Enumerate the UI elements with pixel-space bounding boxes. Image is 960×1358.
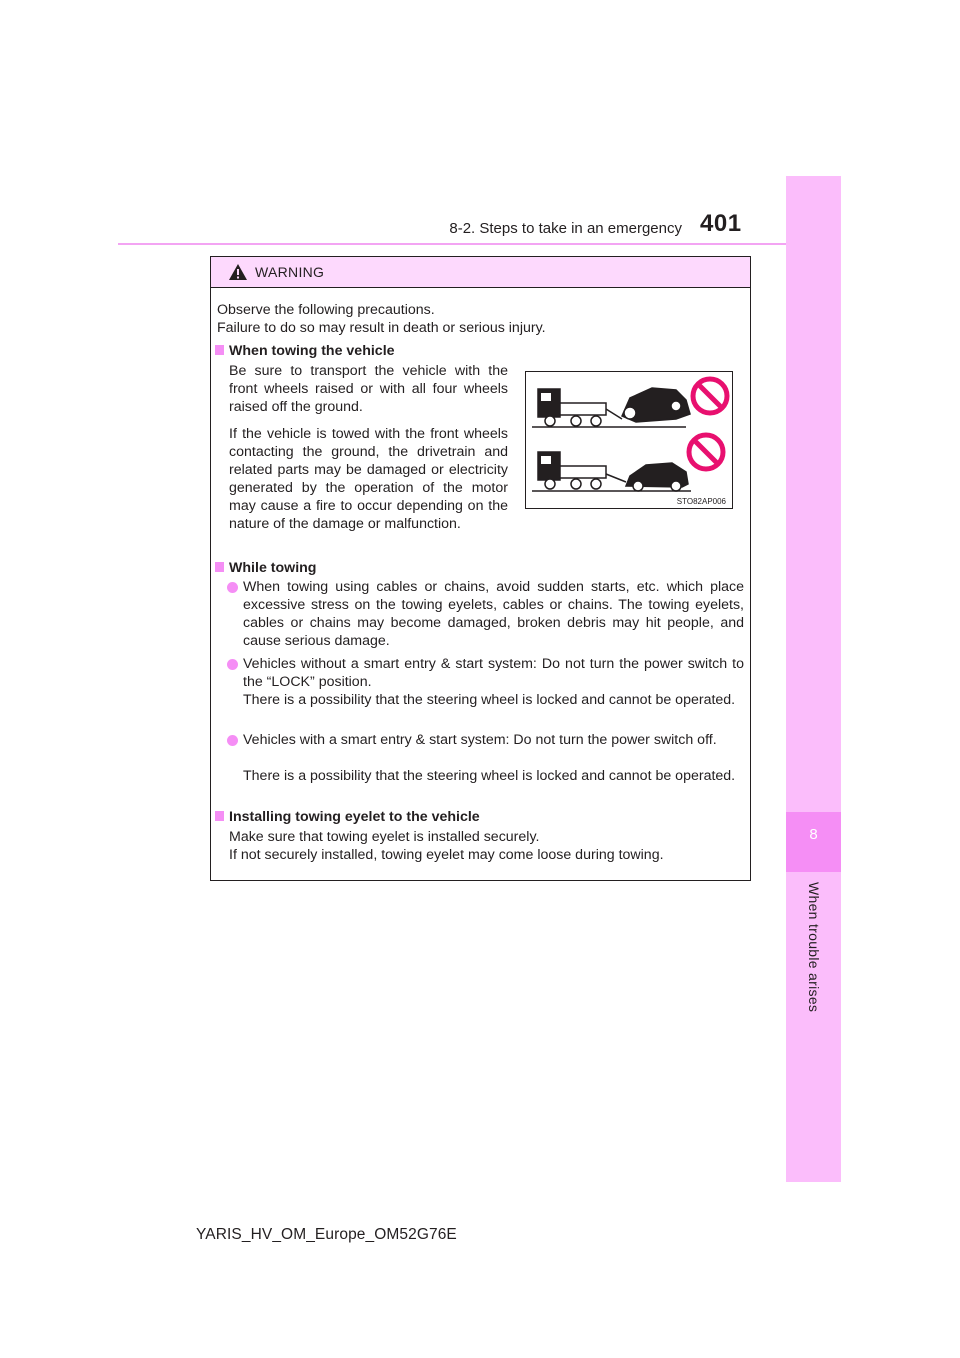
prohibited-sign-icon bbox=[689, 435, 723, 469]
document-code: YARIS_HV_OM_Europe_OM52G76E bbox=[196, 1226, 457, 1243]
square-bullet-icon bbox=[215, 811, 224, 821]
square-bullet-icon bbox=[215, 562, 224, 572]
section-heading-eyelet: Installing towing eyelet to the vehicle bbox=[215, 808, 735, 826]
page-number: 401 bbox=[700, 210, 742, 237]
round-bullet-icon bbox=[227, 735, 238, 746]
figure-code: STO82AP006 bbox=[676, 497, 726, 506]
warning-header bbox=[211, 257, 750, 288]
eyelet-line-2: If not securely installed, towing eyelet may come loose during towing. bbox=[229, 847, 664, 863]
warning-label: WARNING bbox=[255, 264, 325, 280]
round-bullet-icon bbox=[227, 582, 238, 593]
warning-intro-1: Observe the following precautions. bbox=[217, 302, 435, 318]
warning-triangle-icon bbox=[228, 263, 248, 281]
towing-paragraph-1: Be sure to transport the vehicle with the front wheels raised or with all four wheels raised off the ground. bbox=[229, 363, 508, 415]
list-item: Vehicles with a smart entry & start system: Do not turn the power switch off. bbox=[227, 731, 744, 771]
tow-truck-bottom bbox=[538, 452, 626, 489]
tow-truck-top bbox=[538, 389, 622, 426]
prohibited-sign-icon bbox=[693, 379, 727, 413]
section-heading-towing: When towing the vehicle bbox=[215, 342, 735, 360]
chapter-side-tab bbox=[786, 176, 841, 1182]
towed-car-top bbox=[622, 388, 690, 422]
eyelet-line-1: Make sure that towing eyelet is installed securely. bbox=[229, 829, 540, 845]
list-item-note: There is a possibility that the steering wheel is locked and cannot be operated. bbox=[243, 768, 736, 784]
chapter-title: When trouble arises bbox=[806, 882, 822, 1013]
section-heading-while-towing: While towing bbox=[215, 559, 735, 577]
tow-truck-diagram bbox=[526, 372, 732, 508]
section-title: 8-2. Steps to take in an emergency bbox=[449, 220, 682, 237]
header-divider bbox=[118, 243, 841, 245]
list-item-note: There is a possibility that the steering wheel is locked and cannot be operated. bbox=[243, 692, 736, 708]
towing-illustration bbox=[525, 371, 733, 509]
warning-intro-2: Failure to do so may result in death or serious injury. bbox=[217, 320, 546, 336]
towing-paragraph-2: If the vehicle is towed with the front wheels contacting the ground, the drivetrain and related parts may be damaged or electricity generated by the operation of the motor may cause a fire to occur depending on the nature of the damage or malfunction. bbox=[229, 426, 508, 532]
list-item: When towing using cables or chains, avoid sudden starts, etc. which place excessive stress on the towing eyelets, cables or chains. The towing eyelets, cables or chains may become damaged, broken debris may hit people, and cause serious damage. bbox=[227, 578, 744, 658]
chapter-number: 8 bbox=[809, 826, 818, 843]
square-bullet-icon bbox=[215, 345, 224, 355]
towed-car-bottom bbox=[626, 463, 688, 491]
round-bullet-icon bbox=[227, 659, 238, 670]
warning-box bbox=[210, 256, 751, 881]
list-item: Vehicles without a smart entry & start system: Do not turn the power switch to the “LOCK” position. bbox=[227, 655, 744, 695]
